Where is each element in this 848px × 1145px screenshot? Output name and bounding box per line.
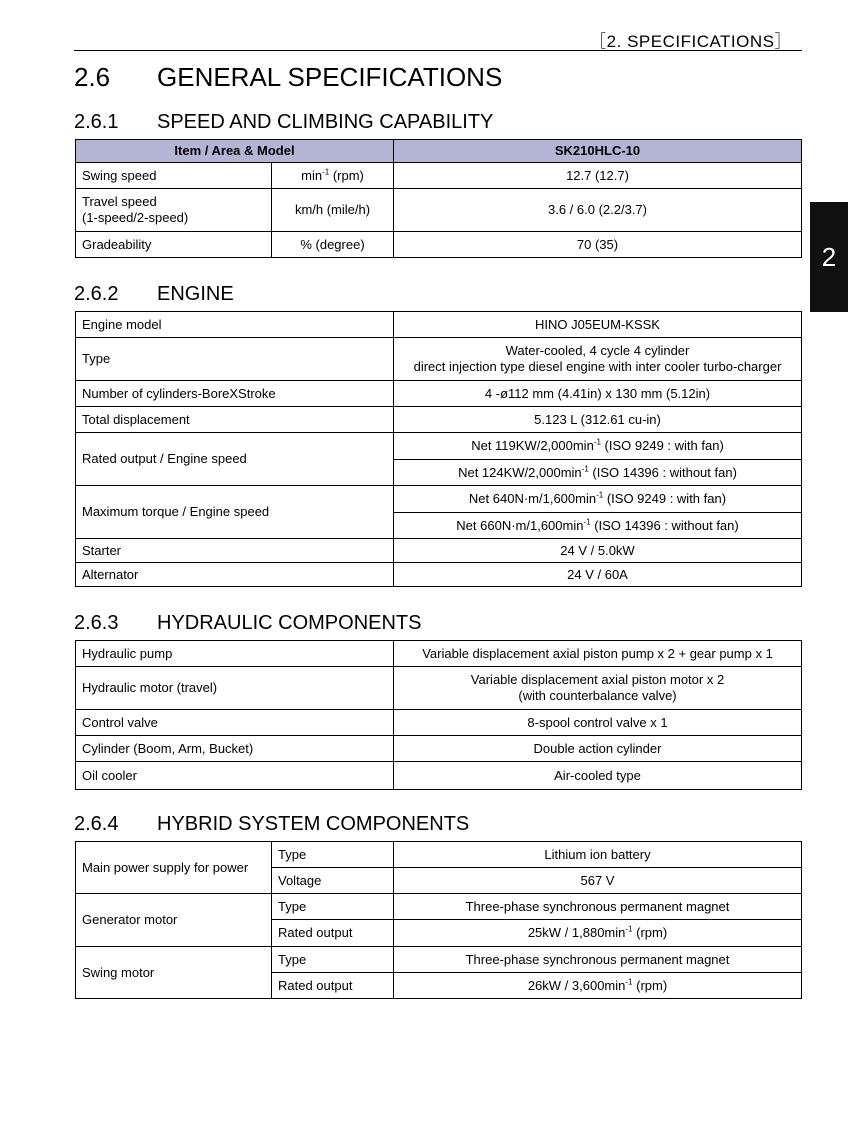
table-row bbox=[76, 641, 802, 667]
value-cell: $25kW / 1,880\min^{-1}$ (rpm) bbox=[394, 920, 802, 947]
value-cell: Variable displacement axial piston pump x 2 + gear pump x 1 bbox=[394, 641, 802, 667]
item-cell: Cylinder (Boom, Arm, Bucket) bbox=[76, 736, 394, 762]
item-cell: Swing speed bbox=[76, 163, 272, 189]
table-row bbox=[76, 163, 802, 189]
table-row bbox=[76, 312, 802, 338]
table-row bbox=[76, 232, 802, 258]
item-cell: Control valve bbox=[76, 710, 394, 736]
page-title-number: 2.6 bbox=[74, 62, 111, 92]
section-title: HYDRAULIC COMPONENTS bbox=[157, 612, 422, 634]
table-row bbox=[76, 842, 802, 868]
value-cell: Net $640N\cdot m/1,600\min^{-1}$ (ISO 9249 : with fan) bbox=[394, 486, 802, 513]
sub-item-cell: Voltage bbox=[272, 868, 394, 894]
page-title-text: GENERAL SPECIFICATIONS bbox=[157, 62, 503, 92]
table-row bbox=[76, 736, 802, 762]
item-cell: Gradeability bbox=[76, 232, 272, 258]
value-cell: 5.123 L (312.61 cu-in) bbox=[394, 407, 802, 433]
value-cell: Water-cooled, 4 cycle 4 cylinder direct injection type diesel engine with inter cooler turbo-charger bbox=[394, 338, 802, 381]
section-number: 2.6.4 bbox=[74, 813, 119, 835]
speed-table bbox=[75, 139, 802, 258]
value-cell: 24 V / 60A bbox=[394, 563, 802, 587]
item-cell: Engine model bbox=[76, 312, 394, 338]
section-number: 2.6.3 bbox=[74, 612, 119, 634]
item-cell: Rated output / Engine speed bbox=[76, 433, 394, 486]
value-cell: $26kW / 3,600\min^{-1}$ (rpm) bbox=[394, 973, 802, 999]
value-cell: 3.6 / 6.0 (2.2/3.7) bbox=[394, 189, 802, 232]
table-row bbox=[76, 338, 802, 381]
unit-cell: % (degree) bbox=[272, 232, 394, 258]
value-cell: Net $660N\cdot m/1,600\min^{-1}$ (ISO 14396 : without fan) bbox=[394, 513, 802, 539]
unit-cell: km/h (mile/h) bbox=[272, 189, 394, 232]
item-cell: Maximum torque / Engine speed bbox=[76, 486, 394, 539]
table-row bbox=[76, 667, 802, 710]
table-row bbox=[76, 539, 802, 563]
item-cell: Swing motor bbox=[76, 947, 272, 999]
table-row bbox=[76, 189, 802, 232]
item-cell: Generator motor bbox=[76, 894, 272, 947]
value-cell: Double action cylinder bbox=[394, 736, 802, 762]
value-cell: 24 V / 5.0kW bbox=[394, 539, 802, 563]
sub-item-cell: Type bbox=[272, 894, 394, 920]
item-cell: Hydraulic motor (travel) bbox=[76, 667, 394, 710]
item-cell: Alternator bbox=[76, 563, 394, 587]
value-cell: 8-spool control valve x 1 bbox=[394, 710, 802, 736]
item-cell: Main power supply for power bbox=[76, 842, 272, 894]
engine-table bbox=[75, 311, 802, 587]
table-row bbox=[76, 762, 802, 790]
item-cell: Oil cooler bbox=[76, 762, 394, 790]
header-item: Item / Area & Model bbox=[76, 140, 394, 163]
value-cell: Net $124KW/2,000\min^{-1}$ (ISO 14396 : without fan) bbox=[394, 460, 802, 486]
sub-item-cell: Rated output bbox=[272, 973, 394, 999]
table-row bbox=[76, 433, 802, 460]
sub-item-cell: Rated output bbox=[272, 920, 394, 947]
value-cell: Variable displacement axial piston motor x 2 (with counterbalance valve) bbox=[394, 667, 802, 710]
value-cell: 12.7 (12.7) bbox=[394, 163, 802, 189]
sub-item-cell: Type bbox=[272, 947, 394, 973]
value-cell: Net $119KW/2,000\min^{-1}$ (ISO 9249 : with fan) bbox=[394, 433, 802, 460]
value-cell: 70 (35) bbox=[394, 232, 802, 258]
table-row bbox=[76, 894, 802, 920]
item-cell: Total displacement bbox=[76, 407, 394, 433]
header-model: SK210HLC-10 bbox=[394, 140, 802, 163]
section-header: ［2. SPECIFICATIONS］ bbox=[589, 32, 792, 51]
item-cell: Starter bbox=[76, 539, 394, 563]
section-number: 2.6.2 bbox=[74, 283, 119, 305]
section-number: 2.6.1 bbox=[74, 111, 119, 133]
value-cell: HINO J05EUM-KSSK bbox=[394, 312, 802, 338]
value-cell: Lithium ion battery bbox=[394, 842, 802, 868]
value-cell: 567 V bbox=[394, 868, 802, 894]
hybrid-table bbox=[75, 841, 802, 999]
section-title: SPEED AND CLIMBING CAPABILITY bbox=[157, 111, 494, 133]
table-row bbox=[76, 710, 802, 736]
table-row bbox=[76, 563, 802, 587]
table-row bbox=[76, 947, 802, 973]
table-row bbox=[76, 407, 802, 433]
section-title: ENGINE bbox=[157, 283, 234, 305]
value-cell: Air-cooled type bbox=[394, 762, 802, 790]
table-row bbox=[76, 381, 802, 407]
item-cell: Hydraulic pump bbox=[76, 641, 394, 667]
value-cell: Three-phase synchronous permanent magnet bbox=[394, 947, 802, 973]
table-header-row bbox=[76, 140, 802, 163]
chapter-tab-label: 2 bbox=[821, 241, 837, 272]
sub-item-cell: Type bbox=[272, 842, 394, 868]
table-row bbox=[76, 486, 802, 513]
hydraulic-table bbox=[75, 640, 802, 790]
item-cell: Travel speed (1-speed/2-speed) bbox=[76, 189, 272, 232]
item-cell: Type bbox=[76, 338, 394, 381]
unit-cell: $\min^{-1} (rpm)$ bbox=[272, 163, 394, 189]
value-cell: 4 -ø112 mm (4.41in) x 130 mm (5.12in) bbox=[394, 381, 802, 407]
header-divider bbox=[74, 50, 802, 51]
section-title: HYBRID SYSTEM COMPONENTS bbox=[157, 813, 470, 835]
value-cell: Three-phase synchronous permanent magnet bbox=[394, 894, 802, 920]
item-cell: Number of cylinders-BoreXStroke bbox=[76, 381, 394, 407]
chapter-tab bbox=[810, 202, 848, 312]
